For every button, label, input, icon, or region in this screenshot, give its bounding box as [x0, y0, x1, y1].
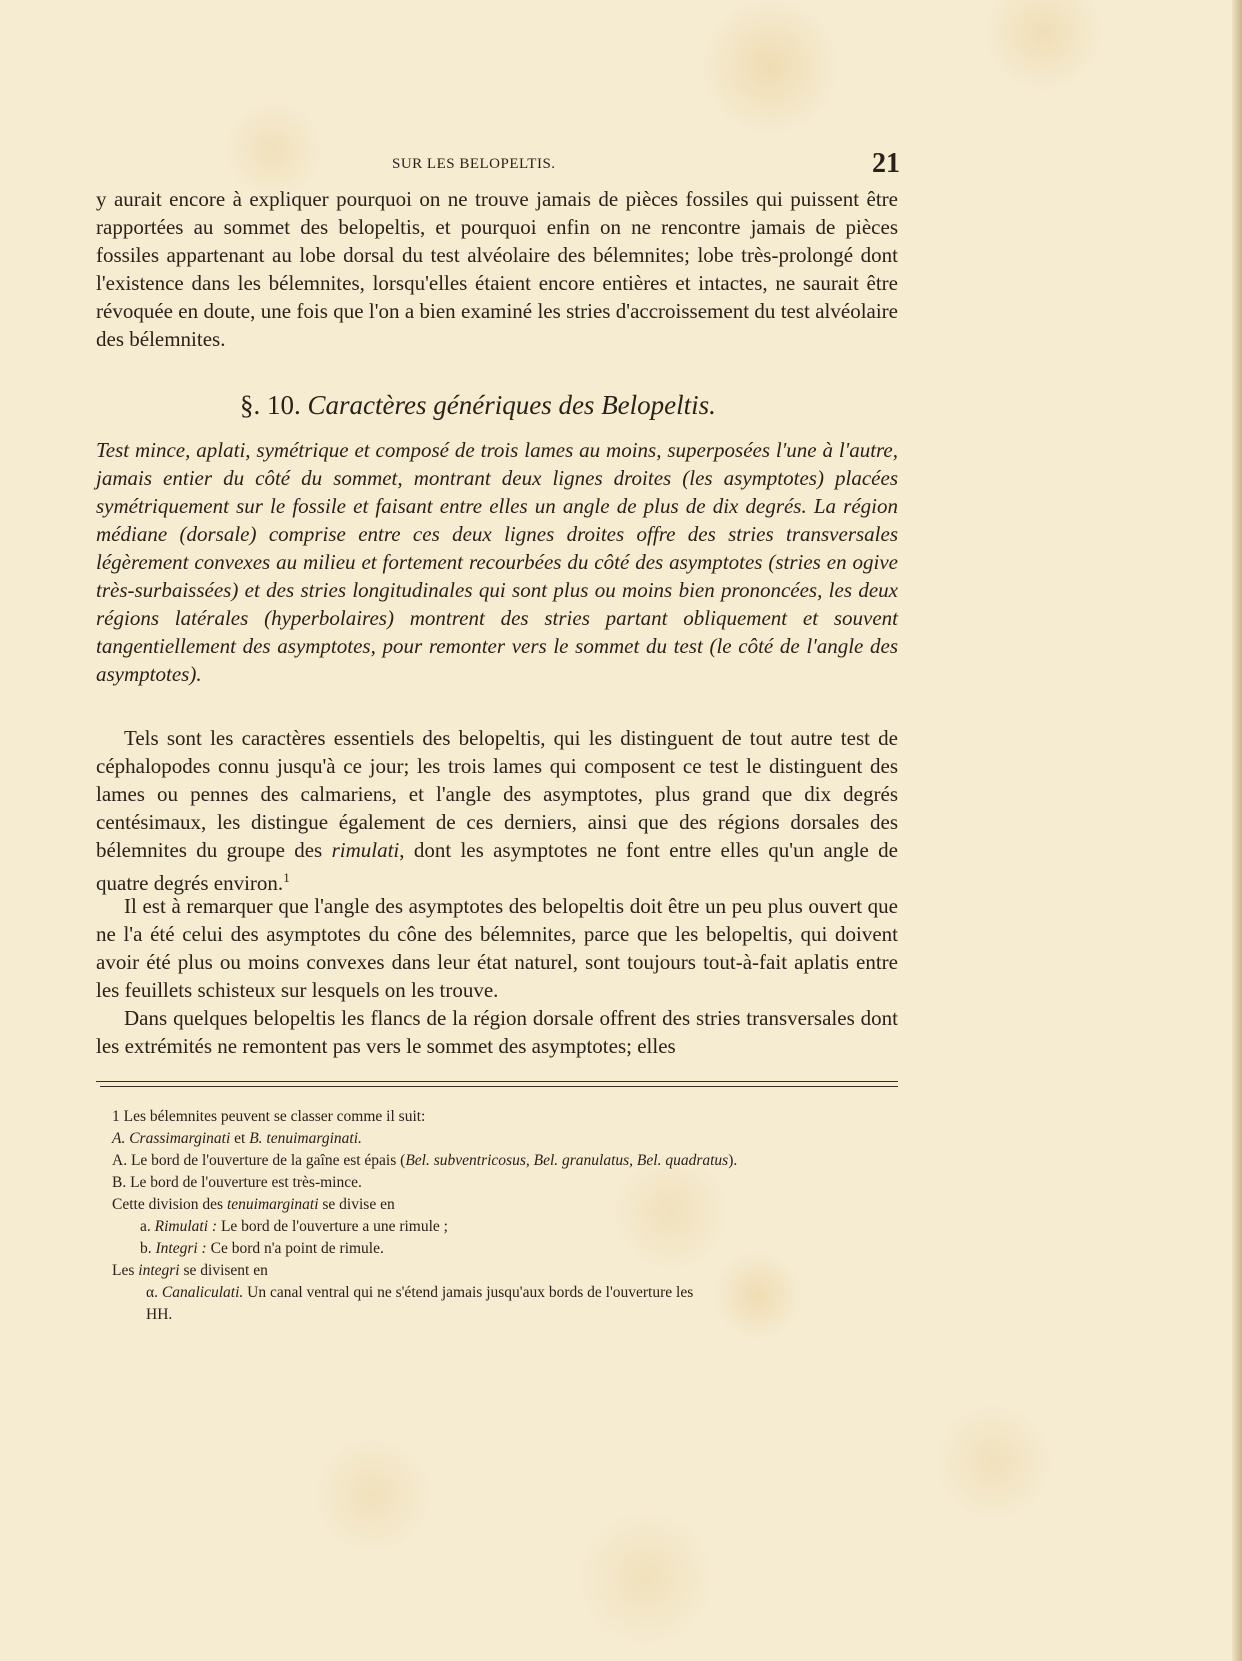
- footnote-text: ).: [728, 1152, 738, 1169]
- footnotes: [96, 1106, 904, 1326]
- footnote-line: [96, 1150, 904, 1172]
- footnote-text: Le bord de l'ouverture a une rimule ;: [220, 1218, 448, 1235]
- paragraph-characters: Test mince, aplati, symétrique et composé de trois lames au moins, superposées l'une à l'autre, jamais entier du côté du sommet, montrant deux lignes droites (les asymptotes) placées symétriquement sur le fossile et faisant entre elles un angle de plus de dix degrés. La région médiane (dorsale) comprise entre ces deux lignes droites offre des stries transversales légèrement convexes au milieu et fortement recourbées du côté des asymptotes (stries en ogive très-surbaissées) et des stries longitudinales qui sont plus ou moins bien prononcées, les deux régions latérales (hyperbolaires) montrent des stries partant obliquement et souvent tangentiellement des asymptotes, pour remonter vers le sommet du test (le côté de l'angle des asymptotes).: [96, 438, 898, 686]
- paragraph-flanks: Dans quelques belopeltis les flancs de la région dorsale offrent des stries transversales dont les extrémités ne remontent pas vers le sommet des asymptotes; elles: [96, 1006, 898, 1058]
- footnote-text: Les: [112, 1262, 135, 1279]
- footnote-italic: Rimulati :: [154, 1218, 218, 1235]
- footnote-line: [96, 1260, 904, 1282]
- footnote-line: [96, 1216, 904, 1238]
- footnote-text: et: [234, 1130, 246, 1147]
- footnote-line: [96, 1282, 904, 1304]
- running-title: SUR LES BELOPELTIS.: [392, 156, 556, 172]
- footnote-rule: [96, 1081, 898, 1082]
- footnote-text: α.: [146, 1284, 158, 1301]
- paragraph-distinction-text: Tels sont les caractères essentiels des belopeltis, qui les distinguent de tout autre test de céphalopodes connu jusqu'à ce jour; les trois lames qui composent ce test le distinguent des lames ou pennes des calmariens, et l'angle des asymptotes, plus grand que dix degrés centésimaux, les distingue également de ces derniers, ainsi que des régions dorsales des bélemnites du groupe des: [96, 726, 898, 862]
- paragraph-distinction-end: , dont les asymptotes ne font entre elles qu'un angle de quatre degrés environ.: [96, 838, 899, 895]
- signature-text: HH.: [146, 1306, 173, 1323]
- footnote-italic: B. tenuimarginati.: [249, 1130, 362, 1147]
- footnote-italic: tenuimarginati: [226, 1196, 319, 1213]
- footnote-italic: Bel. subventricosus, Bel. granulatus, Bel. quadratus: [405, 1152, 729, 1169]
- footnote-line: [96, 1106, 904, 1128]
- footnote-reference: 1: [283, 870, 290, 885]
- footnote-line: [96, 1194, 904, 1216]
- paragraph-distinction-italic: rimulati: [331, 838, 400, 862]
- paragraph-angle: Il est à remarquer que l'angle des asymptotes des belopeltis doit être un peu plus ouvert que ne l'a été celui des asymptotes du cône des bélemnites, parce que les belopeltis, qui doivent avoir été plus ou moins convexes dans leur état naturel, sont toujours tout-à-fait aplatis entre les feuillets schisteux sur lesquels on les trouve.: [96, 894, 898, 1002]
- footnote-line: [96, 1172, 904, 1194]
- footnote-mark: 1: [112, 1108, 120, 1125]
- footnote-text: Un canal ventral qui ne s'étend jamais jusqu'aux bords de l'ouverture les: [247, 1284, 694, 1301]
- paragraph-intro: y aurait encore à expliquer pourquoi on ne trouve jamais de pièces fossiles qui puissent être rapportées au sommet des belopeltis, et pourquoi enfin on ne rencontre jamais de pièces fossiles appartenant au lobe dorsal du test alvéolaire des bélemnites; lobe très-prolongé dont l'existence dans les bélemnites, lorsqu'elles étaient encore entières et intactes, ne saurait être révoquée en doute, une fois que l'on a bien examiné les stries d'accroissement du test alvéolaire des bélemnites.: [96, 187, 898, 351]
- footnote-text: Les bélemnites peuvent se classer comme il suit:: [123, 1108, 426, 1125]
- footnote-italic: Integri :: [155, 1240, 207, 1257]
- footnote-text: Cette division des: [112, 1196, 224, 1213]
- footnote-text: se divise en: [322, 1196, 395, 1213]
- footnote-rule-thin: [100, 1086, 898, 1087]
- footnote-line: [96, 1128, 904, 1150]
- page-edge-shadow: [1232, 0, 1242, 1661]
- section-heading: [240, 390, 840, 421]
- footnote-text: A. Le bord de l'ouverture de la gaîne est épais (: [112, 1152, 406, 1169]
- footnote-text: b.: [140, 1240, 152, 1257]
- page-header: [390, 148, 900, 178]
- section-number: §. 10.: [240, 390, 301, 420]
- footnote-text: Ce bord n'a point de rimule.: [210, 1240, 384, 1257]
- signature-mark: [96, 1304, 904, 1326]
- footnote-italic: A. Crassimarginati: [112, 1130, 231, 1147]
- footnote-text: a.: [140, 1218, 151, 1235]
- footnote-text: se divisent en: [183, 1262, 268, 1279]
- footnote-line: [96, 1238, 904, 1260]
- footnote-text: B. Le bord de l'ouverture est très-mince.: [112, 1174, 362, 1191]
- section-title: Caractères génériques des Belopeltis.: [307, 390, 716, 420]
- footnote-italic: integri: [138, 1262, 180, 1279]
- paragraph-distinction: [96, 724, 898, 897]
- footnote-italic: Canaliculati.: [161, 1284, 244, 1301]
- page-number: 21: [872, 148, 900, 179]
